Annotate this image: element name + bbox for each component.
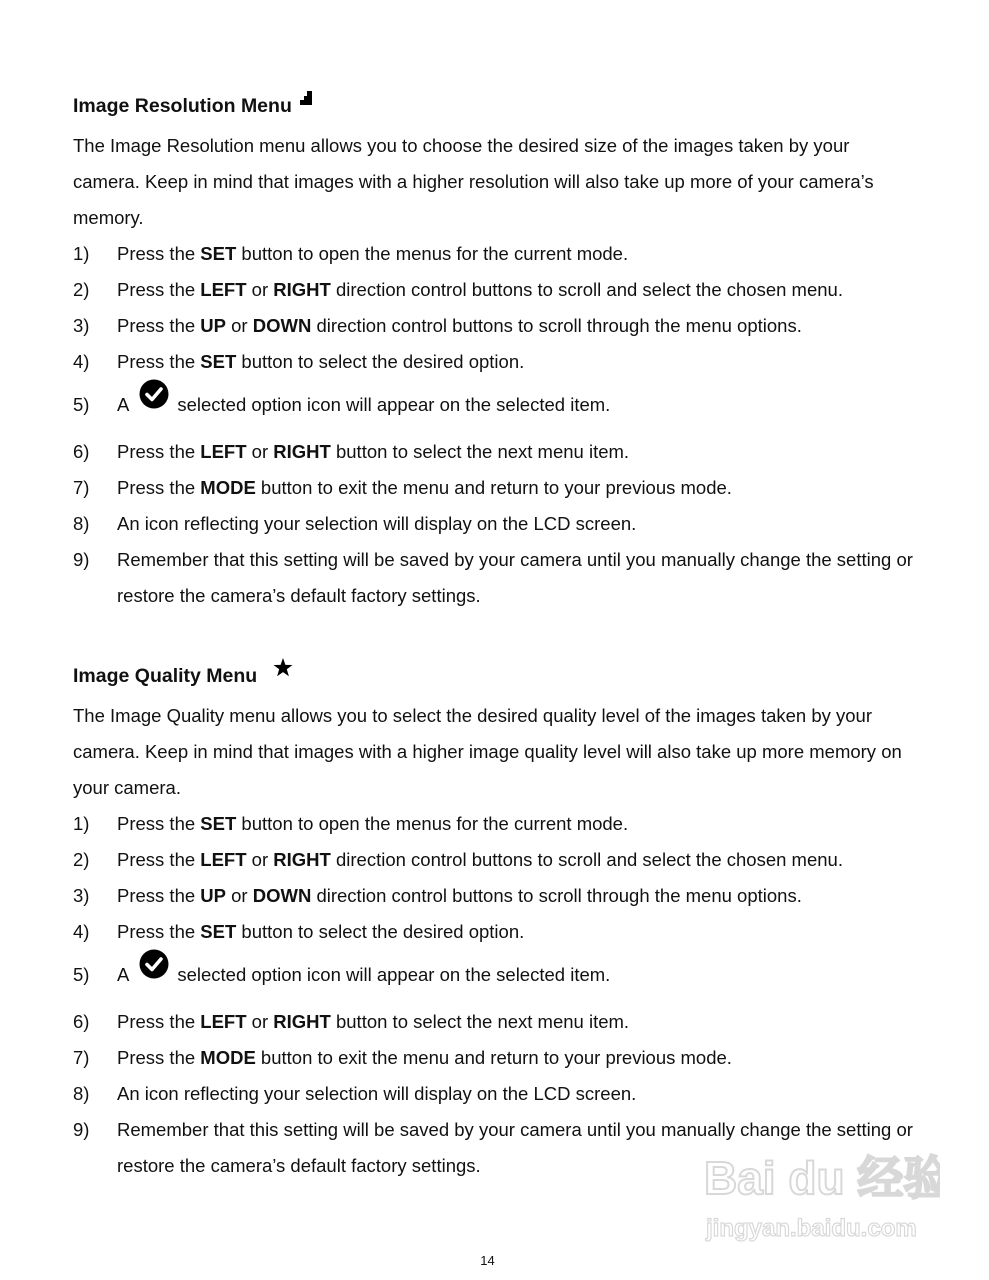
checkmark-icon	[139, 948, 169, 998]
page-number: 14	[480, 1253, 495, 1268]
button-name: MODE	[200, 477, 256, 498]
step-text	[117, 506, 913, 542]
star-icon	[273, 653, 293, 689]
step-text-part: Press the	[117, 279, 201, 300]
step-number: 9)	[73, 549, 90, 570]
step-number: 1)	[73, 813, 90, 834]
step-text-part: Press the	[117, 1047, 201, 1068]
step-text	[117, 470, 913, 506]
step-text-part: Press the	[117, 921, 201, 942]
step-number: 2)	[73, 279, 90, 300]
step-text-part: Remember that this setting will be saved by your camera until you manually change the setting or restore the camera’s default factory settings.	[117, 1119, 913, 1176]
button-name: RIGHT	[273, 849, 331, 870]
step-text-part: direction control buttons to scroll and select the chosen menu.	[330, 279, 843, 300]
section-intro: The Image Quality menu allows you to select the desired quality level of the images taken by your camera. Keep in mind that images with a higher image quality level will also take up more memory on your camera.	[73, 705, 902, 798]
step-text-part: Press the	[117, 1011, 201, 1032]
list-item	[73, 842, 913, 878]
list-item	[73, 236, 913, 272]
step-text	[117, 806, 913, 842]
watermark-brand: Bai du 经验	[704, 1152, 940, 1204]
list-item	[73, 542, 913, 614]
step-text-part: direction control buttons to scroll through the menu options.	[311, 885, 802, 906]
step-number: 7)	[73, 1047, 90, 1068]
step-text-part: button to select the desired option.	[236, 351, 525, 372]
step-number: 8)	[73, 1083, 90, 1104]
step-text-part: Press the	[117, 885, 201, 906]
checkmark-icon	[139, 378, 169, 428]
step-text	[117, 434, 913, 470]
step-text-part: Press the	[117, 813, 201, 834]
step-number: 4)	[73, 351, 90, 372]
list-item	[73, 1076, 913, 1112]
step-text-part: A	[117, 394, 130, 415]
step-text	[117, 344, 913, 380]
step-text	[117, 950, 913, 1004]
list-item	[73, 308, 913, 344]
button-name: RIGHT	[273, 441, 331, 462]
section-intro: The Image Resolution menu allows you to choose the desired size of the images taken by your camera. Keep in mind that images with a higher resolution will also take up more of your camera’s memory.	[73, 135, 874, 228]
image-resolution-section	[73, 88, 913, 614]
step-text-part: An icon reflecting your selection will display on the LCD screen.	[117, 1083, 637, 1104]
list-item	[73, 470, 913, 506]
step-text-part: or	[246, 279, 274, 300]
step-text-part: or	[246, 849, 274, 870]
list-item	[73, 380, 913, 434]
step-text-part: Press the	[117, 477, 201, 498]
step-number: 8)	[73, 513, 90, 534]
button-name: MODE	[200, 1047, 256, 1068]
section-heading	[73, 658, 913, 694]
list-item	[73, 1004, 913, 1040]
button-name: RIGHT	[273, 1011, 331, 1032]
list-item	[73, 950, 913, 1004]
step-text-part: Press the	[117, 441, 201, 462]
step-text-part: button to exit the menu and return to your previous mode.	[255, 1047, 732, 1068]
step-text-part: selected option icon will appear on the selected item.	[177, 394, 611, 415]
step-number: 7)	[73, 477, 90, 498]
section-title: Image Quality Menu	[73, 665, 258, 687]
step-number: 2)	[73, 849, 90, 870]
list-item	[73, 344, 913, 380]
list-item	[73, 1040, 913, 1076]
button-name: RIGHT	[273, 279, 331, 300]
baidu-watermark	[700, 1140, 940, 1250]
step-text	[117, 272, 913, 308]
step-number: 5)	[73, 964, 90, 985]
step-text-part: or	[246, 441, 274, 462]
button-name: DOWN	[252, 315, 312, 336]
button-name: LEFT	[200, 441, 247, 462]
list-item	[73, 914, 913, 950]
step-text	[117, 914, 913, 950]
step-text-part: or	[226, 885, 253, 906]
button-name: DOWN	[252, 885, 312, 906]
step-text	[117, 1040, 913, 1076]
step-text	[117, 236, 913, 272]
steps-list	[73, 236, 913, 614]
button-name: SET	[200, 813, 237, 834]
step-text-part: or	[246, 1011, 274, 1032]
step-text-part: Press the	[117, 243, 201, 264]
button-name: LEFT	[200, 849, 247, 870]
button-name: UP	[200, 885, 226, 906]
step-text-part: An icon reflecting your selection will display on the LCD screen.	[117, 513, 637, 534]
list-item	[73, 806, 913, 842]
step-text-part: button to exit the menu and return to your previous mode.	[255, 477, 732, 498]
step-text-part: A	[117, 964, 130, 985]
step-text-part: Remember that this setting will be saved by your camera until you manually change the setting or restore the camera’s default factory settings.	[117, 549, 913, 606]
step-text	[117, 1004, 913, 1040]
button-name: UP	[200, 315, 226, 336]
step-text	[117, 1076, 913, 1112]
step-text-part: button to select the next menu item.	[330, 1011, 630, 1032]
step-number: 6)	[73, 1011, 90, 1032]
step-text-part: Press the	[117, 849, 201, 870]
image-quality-section	[73, 658, 913, 1184]
step-text	[117, 380, 913, 434]
list-item	[73, 506, 913, 542]
button-name: LEFT	[200, 279, 247, 300]
watermark-url: jingyan.baidu.com	[706, 1215, 917, 1242]
step-number: 9)	[73, 1119, 90, 1140]
steps-list	[73, 806, 913, 1184]
step-text-part: direction control buttons to scroll through the menu options.	[311, 315, 802, 336]
step-text-part: button to select the desired option.	[236, 921, 525, 942]
list-item	[73, 878, 913, 914]
step-text	[117, 878, 913, 914]
step-text-part: button to open the menus for the current mode.	[236, 813, 629, 834]
list-item	[73, 272, 913, 308]
button-name: SET	[200, 921, 237, 942]
step-text-part: button to open the menus for the current mode.	[236, 243, 629, 264]
step-number: 3)	[73, 315, 90, 336]
list-item	[73, 434, 913, 470]
step-text	[117, 542, 913, 614]
step-text-part: direction control buttons to scroll and select the chosen menu.	[330, 849, 843, 870]
step-number: 5)	[73, 394, 90, 415]
step-number: 1)	[73, 243, 90, 264]
button-name: SET	[200, 351, 237, 372]
button-name: LEFT	[200, 1011, 247, 1032]
step-text-part: button to select the next menu item.	[330, 441, 630, 462]
step-text-part: or	[226, 315, 253, 336]
step-text-part: Press the	[117, 315, 201, 336]
step-number: 3)	[73, 885, 90, 906]
step-text	[117, 308, 913, 344]
section-title: Image Resolution Menu	[73, 95, 292, 117]
step-text-part: Press the	[117, 351, 201, 372]
step-number: 4)	[73, 921, 90, 942]
section-heading	[73, 88, 913, 124]
step-text-part: selected option icon will appear on the selected item.	[177, 964, 611, 985]
step-number: 6)	[73, 441, 90, 462]
resolution-icon	[300, 81, 312, 117]
step-text	[117, 842, 913, 878]
button-name: SET	[200, 243, 237, 264]
